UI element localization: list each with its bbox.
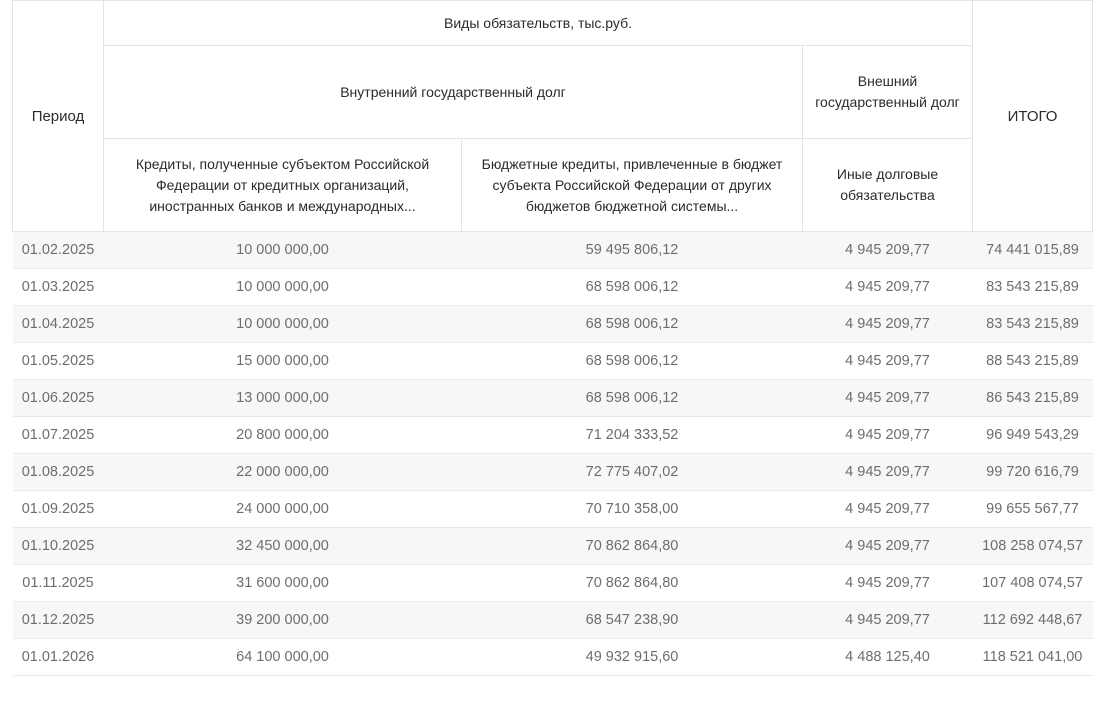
cell-other: 4 945 209,77: [803, 454, 973, 491]
cell-other: 4 945 209,77: [803, 565, 973, 602]
cell-period: 01.03.2025: [13, 269, 104, 306]
cell-total: 107 408 074,57: [973, 565, 1093, 602]
cell-budget: 68 598 006,12: [462, 343, 803, 380]
debt-table-container: [12, 0, 1092, 676]
cell-total: 112 692 448,67: [973, 602, 1093, 639]
cell-credit: 13 000 000,00: [104, 380, 462, 417]
cell-budget: 68 547 238,90: [462, 602, 803, 639]
table-header: [13, 1, 1093, 232]
cell-credit: 24 000 000,00: [104, 491, 462, 528]
cell-budget: 70 710 358,00: [462, 491, 803, 528]
header-credit-col: Кредиты, полученные субъектом Российской Федерации от кредитных организаций, иностранных банков и международных...: [104, 139, 462, 232]
cell-period: 01.07.2025: [13, 417, 104, 454]
cell-other: 4 945 209,77: [803, 528, 973, 565]
cell-total: 74 441 015,89: [973, 232, 1093, 269]
cell-credit: 32 450 000,00: [104, 528, 462, 565]
table-row: [13, 602, 1093, 639]
table-row: [13, 454, 1093, 491]
cell-budget: 59 495 806,12: [462, 232, 803, 269]
cell-period: 01.04.2025: [13, 306, 104, 343]
table-row: [13, 565, 1093, 602]
cell-credit: 39 200 000,00: [104, 602, 462, 639]
table-row: [13, 380, 1093, 417]
header-total: ИТОГО: [973, 1, 1093, 232]
table-body: [13, 232, 1093, 676]
table-row: [13, 269, 1093, 306]
table-row: [13, 417, 1093, 454]
cell-period: 01.01.2026: [13, 639, 104, 676]
table-row: [13, 491, 1093, 528]
cell-credit: 15 000 000,00: [104, 343, 462, 380]
cell-budget: 70 862 864,80: [462, 528, 803, 565]
header-budget-col: Бюджетные кредиты, привлеченные в бюджет субъекта Российской Федерации от других бюджетов бюджетной системы...: [462, 139, 803, 232]
cell-period: 01.10.2025: [13, 528, 104, 565]
cell-other: 4 945 209,77: [803, 417, 973, 454]
cell-credit: 10 000 000,00: [104, 232, 462, 269]
table-row: [13, 639, 1093, 676]
cell-budget: 68 598 006,12: [462, 269, 803, 306]
table-row: [13, 306, 1093, 343]
cell-period: 01.09.2025: [13, 491, 104, 528]
cell-other: 4 945 209,77: [803, 491, 973, 528]
cell-budget: 71 204 333,52: [462, 417, 803, 454]
header-external-debt: Внешний государственный долг: [803, 46, 973, 139]
cell-other: 4 945 209,77: [803, 232, 973, 269]
cell-total: 83 543 215,89: [973, 269, 1093, 306]
table-row: [13, 343, 1093, 380]
cell-other: 4 945 209,77: [803, 306, 973, 343]
table-row: [13, 232, 1093, 269]
cell-total: 96 949 543,29: [973, 417, 1093, 454]
cell-total: 108 258 074,57: [973, 528, 1093, 565]
cell-budget: 49 932 915,60: [462, 639, 803, 676]
cell-budget: 68 598 006,12: [462, 306, 803, 343]
header-period: Период: [13, 1, 104, 232]
cell-other: 4 945 209,77: [803, 380, 973, 417]
debt-table: [12, 0, 1093, 676]
cell-other: 4 488 125,40: [803, 639, 973, 676]
cell-other: 4 945 209,77: [803, 602, 973, 639]
header-internal-debt: Внутренний государственный долг: [104, 46, 803, 139]
cell-period: 01.06.2025: [13, 380, 104, 417]
cell-credit: 20 800 000,00: [104, 417, 462, 454]
cell-credit: 10 000 000,00: [104, 269, 462, 306]
cell-period: 01.11.2025: [13, 565, 104, 602]
cell-budget: 72 775 407,02: [462, 454, 803, 491]
cell-budget: 70 862 864,80: [462, 565, 803, 602]
cell-credit: 64 100 000,00: [104, 639, 462, 676]
cell-other: 4 945 209,77: [803, 343, 973, 380]
cell-period: 01.05.2025: [13, 343, 104, 380]
cell-period: 01.12.2025: [13, 602, 104, 639]
cell-other: 4 945 209,77: [803, 269, 973, 306]
header-obligation-types: Виды обязательств, тыс.руб.: [104, 1, 973, 46]
cell-total: 88 543 215,89: [973, 343, 1093, 380]
cell-total: 118 521 041,00: [973, 639, 1093, 676]
cell-total: 99 720 616,79: [973, 454, 1093, 491]
cell-total: 99 655 567,77: [973, 491, 1093, 528]
table-row: [13, 528, 1093, 565]
cell-budget: 68 598 006,12: [462, 380, 803, 417]
cell-total: 83 543 215,89: [973, 306, 1093, 343]
cell-credit: 22 000 000,00: [104, 454, 462, 491]
cell-total: 86 543 215,89: [973, 380, 1093, 417]
cell-credit: 10 000 000,00: [104, 306, 462, 343]
cell-period: 01.02.2025: [13, 232, 104, 269]
cell-period: 01.08.2025: [13, 454, 104, 491]
header-other-col: Иные долговые обязательства: [803, 139, 973, 232]
cell-credit: 31 600 000,00: [104, 565, 462, 602]
